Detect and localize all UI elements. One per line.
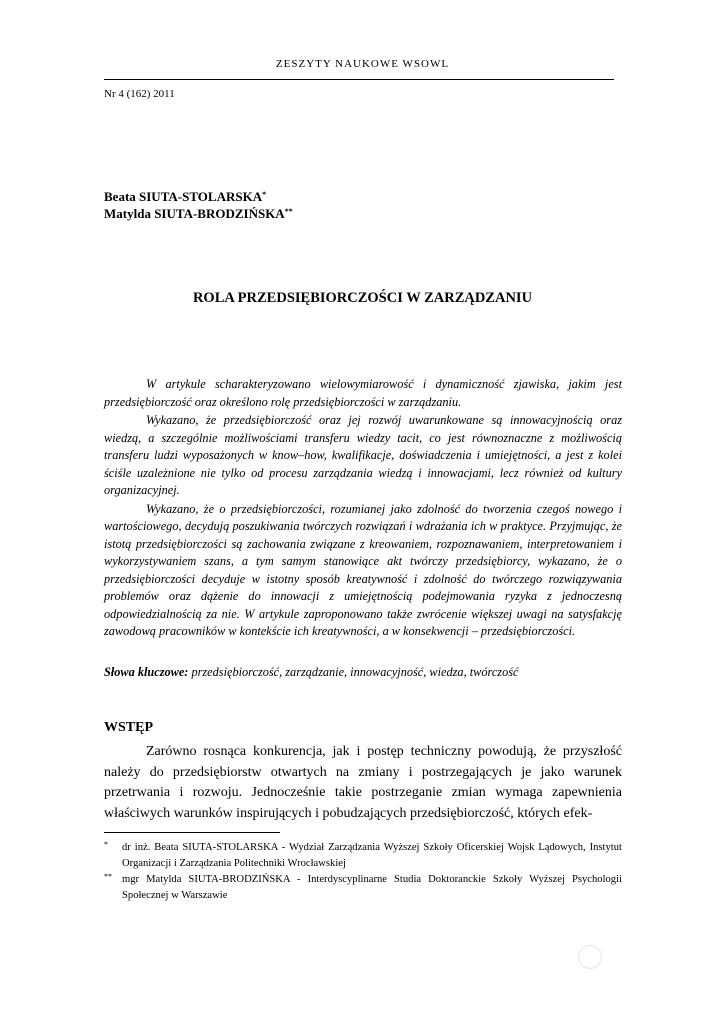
author-list (104, 188, 293, 222)
keywords-text: przedsiębiorczość, zarządzanie, innowacyjność, wiedza, twórczość (188, 665, 519, 679)
author-1-mark: * (262, 190, 267, 199)
keywords-label: Słowa kluczowe: (104, 665, 189, 679)
abstract-paragraph-2: Wykazano, że przedsiębiorczość oraz jej rozwój uwarunkowane są innowacyjnością oraz wiedzą, a szczególnie możliwościami transferu wiedzy tacit, co jest równoznaczne z możliwością transferu ludzi wyposażonych w know–how, kwalifikacje, doświadczenia i umiejętności, a jest z kolei ściśle uzależnione nie tylko od procesu zarządzania wiedzą i innowacjami, lecz również od kultury organizacyjnej. (104, 413, 622, 497)
section-heading: WSTĘP (104, 720, 154, 735)
author-1-name: Beata SIUTA-STOLARSKA (104, 189, 263, 204)
keywords (104, 665, 622, 680)
body-text (104, 742, 622, 824)
author-1 (104, 188, 293, 205)
author-2 (104, 205, 293, 222)
abstract-paragraph-1: W artykule scharakteryzowano wielowymiarowość i dynamiczność zjawiska, jakim jest przedsiębiorczość oraz określono rolę przedsiębiorczości w zarządzaniu. (104, 377, 622, 409)
issue-number: Nr 4 (162) 2011 (104, 88, 175, 100)
footnote-2 (104, 872, 622, 903)
footnote-1 (104, 840, 622, 871)
paper-title: ROLA PRZEDSIĘBIORCZOŚCI W ZARZĄDZANIU (192, 290, 533, 306)
abstract (104, 376, 622, 641)
footnote-rule (104, 832, 280, 833)
abstract-paragraph-3: Wykazano, że o przedsiębiorczości, rozumianej jako zdolność do tworzenia czegoś nowego i wartościowego, decydują poszukiwania twórczych rozwiązań i wdrażania ich w praktyce. Przyjmując, że istotą przedsiębiorczości są zachowania związane z kreowaniem, rozpoznawaniem, interpretowaniem i wykorzystywaniem szans, a tym samym stanowiące akt twórczy przedsiębiorcy, wykazano, że o przedsiębiorczości decyduje w istotny sposób kreatywność i zdolność do twórczego rozwiązywania problemów oraz dążenie do innowacji z umiejętnością podejmowania ryzyka z jednoczesną odpowiedzialnością za nie. W artykule zaproponowano także zwrócenie większej uwagi na satysfakcję zawodową pracowników w kontekście ich kreatywności, a w konsekwencji – przedsiębiorczości. (104, 501, 622, 638)
body-paragraph: Zarówno rosnąca konkurencja, jak i postęp techniczny powodują, że przyszłość należy do przedsiębiorstw otwartych na zmiany i postrzegających je jako warunek przetrwania i rozwoju. Jednocześnie takie postrzeganie zmian wymaga zapewnienia właściwych warunków inspirujących i pobudzających przedsiębiorczość, których efek- (104, 744, 622, 821)
footnotes (104, 840, 622, 904)
footnote-1-mark: * (104, 840, 108, 849)
author-2-name: Matylda SIUTA-BRODZIŃSKA (104, 206, 285, 221)
author-2-mark: ** (284, 207, 293, 216)
header-rule (104, 79, 614, 80)
journal-name: ZESZYTY NAUKOWE WSOWL (275, 58, 450, 70)
footnote-2-mark: ** (104, 872, 112, 881)
footnote-2-text: mgr Matylda SIUTA-BRODZIŃSKA - Interdyscyplinarne Studia Doktoranckie Szkoły Wyższej Psychologii Społecznej w Warszawie (122, 874, 622, 901)
watermark-icon (578, 945, 602, 969)
footnote-1-text: dr inż. Beata SIUTA-STOLARSKA - Wydział Zarządzania Wyższej Szkoły Oficerskiej Wojsk Lądowych, Instytut Organizacji i Zarządzania Politechniki Wrocławskiej (122, 842, 622, 869)
